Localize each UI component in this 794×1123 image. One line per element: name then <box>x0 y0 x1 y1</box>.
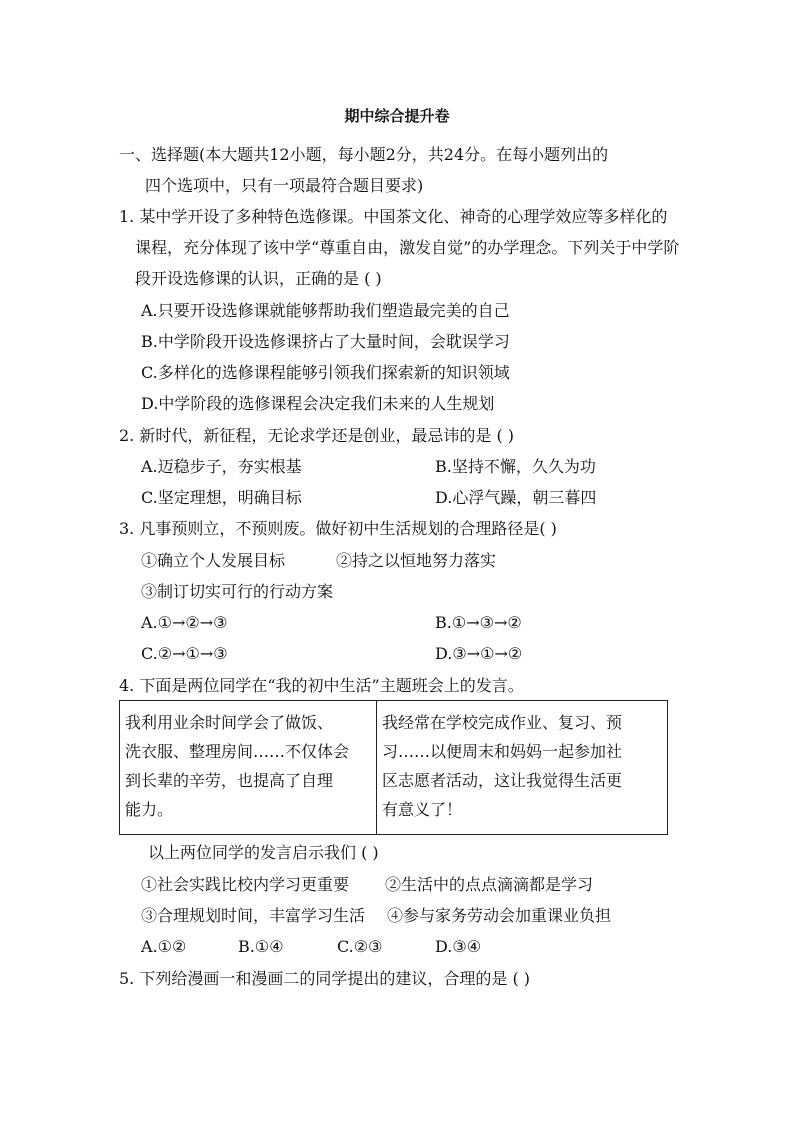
q4-option-b: B.①④ <box>238 937 284 956</box>
q4-item-2: ②生活中的点点滴滴都是学习 <box>385 875 594 894</box>
q2-option-b: B.坚持不懈，久久为功 <box>435 457 596 476</box>
q3-item-2: ②持之以恒地努力落实 <box>336 551 497 570</box>
q4-stem: 4. 下面是两位同学在“我的初中生活”主题班会上的发言。 <box>119 676 524 695</box>
q1-option-c: C.多样化的选修课程能够引领我们探索新的知识领域 <box>141 363 510 382</box>
q4-left-line: 到长辈的辛劳，也提高了自理 <box>125 771 334 790</box>
q3-option-b: B.①→③→② <box>435 613 522 632</box>
q1-option-a: A.只要开设选修课就能够帮助我们塑造最完美的自己 <box>141 301 510 320</box>
q4-speech-left <box>120 701 377 834</box>
q3-item-3: ③制订切实可行的行动方案 <box>141 582 334 601</box>
q5-stem: 5. 下列给漫画一和漫画二的同学提出的建议，合理的是 ( ) <box>119 969 531 988</box>
q4-option-c: C.②③ <box>337 937 383 956</box>
q4-right-line: 我经常在学校完成作业、复习、预 <box>382 713 623 732</box>
q3-option-a: A.①→②→③ <box>141 613 228 632</box>
q4-item-4: ④参与家务劳动会加重课业负担 <box>387 906 612 925</box>
q2-option-d: D.心浮气躁，朝三暮四 <box>435 488 597 507</box>
q1-stem-line-1: 1. 某中学开设了多种特色选修课。中国茶文化、神奇的心理学效应等多样化的 <box>119 207 668 226</box>
q4-option-a: A.①② <box>141 937 187 956</box>
q4-speech-right <box>377 701 667 834</box>
q4-speech-table <box>119 700 668 835</box>
q4-item-3: ③合理规划时间，丰富学习生活 <box>141 906 366 925</box>
q1-stem-line-3: 段开设选修课的认识，正确的是 ( ) <box>135 269 382 288</box>
q4-right-line: 有意义了！ <box>382 800 463 819</box>
q2-option-a: A.迈稳步子，夯实根基 <box>141 457 302 476</box>
q3-item-1: ①确立个人发展目标 <box>141 551 286 570</box>
q3-option-d: D.③→①→② <box>435 644 523 663</box>
q4-left-line: 我利用业余时间学会了做饭、 <box>125 713 334 732</box>
q4-option-d: D.③④ <box>435 937 482 956</box>
q1-option-d: D.中学阶段的选修课程会决定我们未来的人生规划 <box>141 394 495 413</box>
q4-prompt: 以上两位同学的发言启示我们 ( ) <box>148 843 379 862</box>
q1-option-b: B.中学阶段开设选修课挤占了大量时间，会耽误学习 <box>141 332 510 351</box>
q4-left-line: 能力。 <box>125 800 174 819</box>
page-title: 期中综合提升卷 <box>344 107 450 125</box>
q3-stem: 3. 凡事预则立，不预则废。做好初中生活规划的合理路径是( ) <box>119 519 557 538</box>
q2-stem: 2. 新时代，新征程，无论求学还是创业，最忌讳的是 ( ) <box>119 426 515 445</box>
q4-item-1: ①社会实践比校内学习更重要 <box>141 875 350 894</box>
q2-option-c: C.坚定理想，明确目标 <box>141 488 302 507</box>
section-heading: 一、选择题(本大题共12小题，每小题2分，共24分。在每小题列出的 <box>119 145 609 164</box>
section-heading-cont: 四个选项中，只有一项最符合题目要求) <box>145 176 424 195</box>
q3-option-c: C.②→①→③ <box>141 644 228 663</box>
q1-stem-line-2: 课程，充分体现了该中学“尊重自由，激发自觉”的办学理念。下列关于中学阶 <box>135 238 680 257</box>
q4-right-line: 区志愿者活动，这让我觉得生活更 <box>382 771 623 790</box>
q4-right-line: 习……以便周末和妈妈一起参加社 <box>382 742 623 761</box>
q4-left-line: 洗衣服、整理房间……不仅体会 <box>125 742 350 761</box>
